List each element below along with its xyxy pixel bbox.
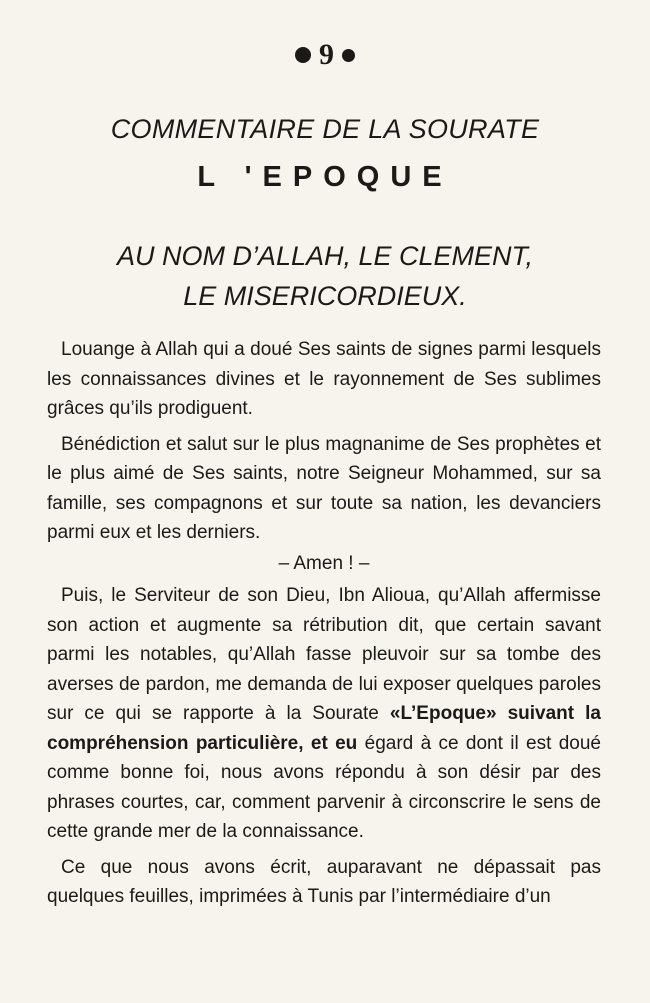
chapter-title-line1: COMMENTAIRE DE LA SOURATE bbox=[110, 114, 540, 144]
paragraph-request bbox=[47, 581, 601, 847]
basmala bbox=[0, 236, 650, 316]
paragraph-request-emphasis: «L’Epoque» suivant la compréhension particulière, et eu bbox=[47, 703, 601, 754]
paragraph-praise: Louange à Allah qui a doué Ses saints de signes parmi lesquels les connaissances divines et le rayonnement de Ses sublimes grâces qu’ils prodiguent. bbox=[47, 339, 601, 419]
page-number bbox=[0, 38, 650, 72]
body-text bbox=[47, 335, 601, 918]
paragraph-previous-writing: Ce que nous avons écrit, auparavant ne dépassait pas quelques feuilles, imprimées à Tunis par l’intermédiaire d’un bbox=[47, 856, 601, 907]
paragraph-request-end: égard à ce dont il est doué comme bonne foi, nous avons répondu à son désir par des phrases courtes, car, comment parvenir à circonscrire le sens de cette grande mer de la connaissance. bbox=[47, 732, 601, 842]
bullet-dot-left bbox=[295, 47, 311, 63]
chapter-title-line2: L 'EPOQUE bbox=[197, 161, 453, 193]
bullet-dot-right bbox=[342, 49, 355, 62]
page-number-text: 9 bbox=[319, 38, 334, 71]
amen-line: – Amen ! – bbox=[278, 552, 370, 574]
paragraph-benediction: Bénédiction et salut sur le plus magnanime de Ses prophètes et le plus aimé de Ses saints, notre Seigneur Mohammed, sur sa famille, ses compagnons et sur toute sa nation, les devanciers parmi eux et les derniers. bbox=[47, 433, 601, 543]
paragraph-request-start: Puis, le Serviteur de son Dieu, Ibn Alioua, qu’Allah affermisse son action et augmente sa rétribution dit, que certain savant parmi les notables, qu’Allah fasse pleuvoir sur sa tombe des averses de pardon, me demanda de lui exposer quelques paroles sur ce qui se rapporte à la Sourate bbox=[47, 585, 601, 724]
basmala-line1: AU NOM D’ALLAH, LE CLEMENT, bbox=[116, 241, 534, 271]
basmala-line2: LE MISERICORDIEUX. bbox=[183, 281, 467, 311]
